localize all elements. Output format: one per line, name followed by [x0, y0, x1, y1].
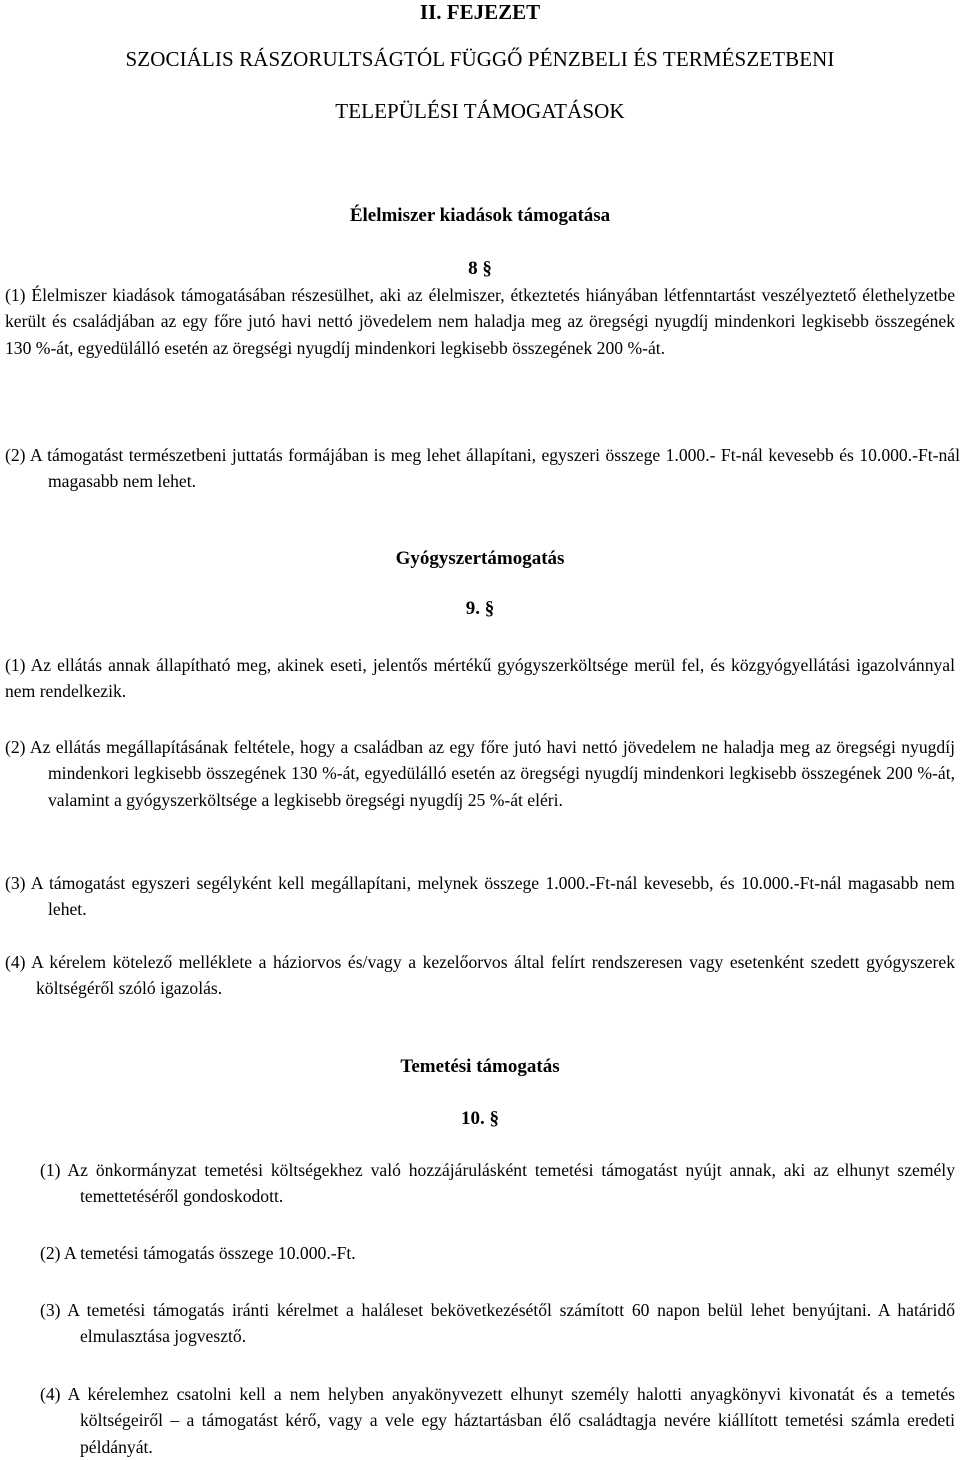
paragraph-text: (4) A kérelemhez csatolni kell a nem helyben anyakönyvezett elhunyt személy halotti anyagkönyvi kivonatát és a temetés költségeiről – a támogatást kérő, vagy a vele egy háztartásban élő családtagja nevére kiállított temetési számla eredeti példányát.: [40, 1384, 955, 1457]
paragraph-text: (2) Az ellátás megállapításának feltétele, hogy a családban az egy főre jutó havi nettó jövedelem ne haladja meg az öregségi nyugdíj mindenkori legkisebb összegének 130 %-át, egyedülálló esetén az öregségi nyugdíj mindenkori legkisebb összegének 200 %-át, valamint a gyógyszerköltsége a legkisebb öregségi nyugdíj 25 %-át eléri.: [5, 737, 955, 810]
paragraph-9-3: [5, 870, 955, 923]
paragraph-10-4: [40, 1381, 955, 1460]
paragraph-9-2: [5, 734, 955, 813]
paragraph-10-1: [40, 1157, 955, 1210]
section-heading-funeral: Temetési támogatás: [400, 1056, 560, 1077]
paragraph-text: (4) A kérelem kötelező melléklete a háziorvos és/vagy a kezelőorvos által felírt rendszeresen vagy esetenként szedett gyógyszerek költségéről szóló igazolás.: [5, 952, 955, 999]
paragraph-text: (2) A támogatást természetbeni juttatás formájában is meg lehet állapítani, egyszeri összege 1.000.- Ft-nál kevesebb és 10.000.-Ft-nál magasabb nem lehet.: [5, 445, 960, 492]
section-number-10: 10. §: [461, 1108, 499, 1129]
paragraph-9-1: [5, 652, 955, 705]
section-heading-food: Élelmiszer kiadások támogatása: [349, 205, 611, 226]
section-heading-medicine: Gyógyszertámogatás: [395, 548, 565, 569]
title-line-2: TELEPÜLÉSI TÁMOGATÁSOK: [335, 99, 625, 123]
paragraph-8-2: [5, 442, 960, 495]
paragraph-text: (1) Az önkormányzat temetési költségekhez való hozzájárulásként temetési támogatást nyújt annak, aki az elhunyt személy temettetéséről gondoskodott.: [40, 1160, 955, 1207]
paragraph-text: (3) A támogatást egyszeri segélyként kell megállapítani, melynek összege 1.000.-Ft-nál kevesebb, és 10.000.-Ft-nál magasabb nem lehet.: [5, 873, 955, 920]
chapter-heading: II. FEJEZET: [419, 0, 541, 24]
section-number-8: 8 §: [468, 258, 492, 279]
paragraph-9-4: [5, 949, 955, 1002]
paragraph-10-2: [40, 1240, 955, 1266]
paragraph-text: (2) A temetési támogatás összege 10.000.-Ft.: [40, 1243, 356, 1263]
paragraph-10-3: [40, 1297, 955, 1350]
paragraph-text: (3) A temetési támogatás iránti kérelmet a haláleset bekövetkezésétől számított 60 napon belül lehet benyújtani. A határidő elmulasztása jogvesztő.: [40, 1300, 955, 1347]
paragraph-text: (1) Élelmiszer kiadások támogatásában részesülhet, aki az élelmiszer, étkeztetés hiányában létfenntartást veszélyeztető élethelyzetbe került és családjában az egy főre jutó havi nettó jövedelem nem haladja meg az öregségi nyugdíj mindenkori legkisebb összegének 130 %-át, egyedülálló esetén az öregségi nyugdíj mindenkori legkisebb összegének 200 %-át.: [5, 285, 955, 358]
title-line-1: SZOCIÁLIS RÁSZORULTSÁGTÓL FÜGGŐ PÉNZBELI ÉS TERMÉSZETBENI: [125, 47, 835, 71]
paragraph-8-1: [5, 282, 955, 361]
section-number-9: 9. §: [465, 598, 495, 619]
paragraph-text: (1) Az ellátás annak állapítható meg, akinek eseti, jelentős mértékű gyógyszerköltsége merül fel, és közgyógyellátási igazolvánnyal nem rendelkezik.: [5, 655, 955, 702]
